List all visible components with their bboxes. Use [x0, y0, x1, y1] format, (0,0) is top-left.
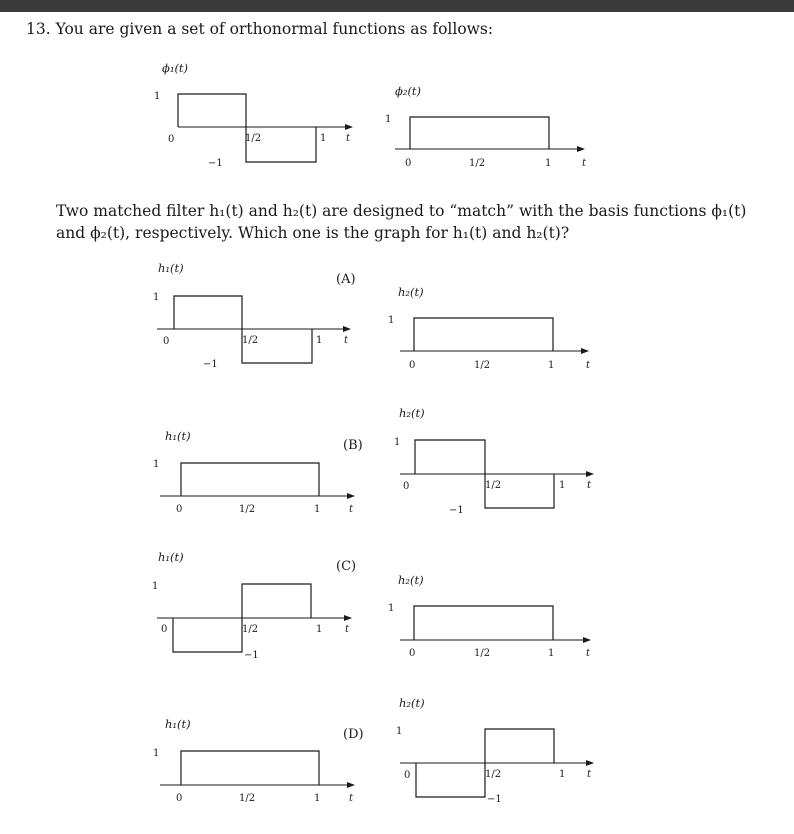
option-c-h1-one: 1 — [152, 581, 159, 592]
phi2-tick-one: 1 — [545, 158, 552, 169]
option-b-h1-zero: 0 — [176, 504, 183, 515]
option-b-h2-half: 1/2 — [485, 480, 502, 491]
option-d-h2-label: h₂(t) — [399, 696, 425, 710]
option-a-h2-one: 1 — [388, 315, 395, 326]
prompt-line-1: Two matched filter h₁(t) and h₂(t) are designed to “match” with the basis functions ϕ₁(t) — [56, 202, 747, 220]
option-b-h2-zero: 0 — [403, 481, 410, 492]
option-d-h2-one: 1 — [396, 726, 403, 737]
option-d-label: (D) — [343, 727, 364, 742]
option-d-h2-tick-one: 1 — [559, 769, 566, 780]
option-b-h1-t: t — [349, 504, 354, 515]
option-b-label: (B) — [343, 438, 363, 453]
phi1-graph — [154, 61, 352, 169]
option-b-h1-label: h₁(t) — [165, 429, 191, 443]
option-a-h2-label: h₂(t) — [398, 285, 424, 299]
option-a-h1-tick-one: 1 — [316, 335, 323, 346]
option-b-h1-tick-one: 1 — [314, 504, 321, 515]
phi2-zero: 0 — [405, 158, 412, 169]
option-c-h2-t: t — [586, 648, 591, 659]
phi2-t: t — [582, 158, 587, 169]
option-c-h2-zero: 0 — [409, 648, 416, 659]
option-a-h2-t: t — [586, 360, 591, 371]
option-d-h1-zero: 0 — [176, 793, 183, 804]
option-b-h2-neg-one: −1 — [449, 505, 464, 516]
option-b-h1-one: 1 — [153, 459, 160, 470]
option-d[interactable] — [153, 696, 593, 805]
phi2-waveform — [410, 117, 549, 149]
phi1-tick-one: 1 — [320, 133, 327, 144]
option-b-h2-t: t — [587, 480, 592, 491]
option-c-label: (C) — [336, 559, 357, 574]
question-number: 13. — [26, 20, 51, 38]
option-d-h2-neg-one: −1 — [487, 794, 502, 805]
option-c[interactable] — [152, 550, 591, 661]
option-a-h1-label: h₁(t) — [158, 261, 184, 275]
prompt-line-2: and ϕ₂(t), respectively. Which one is the graph for h₁(t) and h₂(t)? — [56, 224, 570, 242]
option-a-h2-tick-one: 1 — [548, 360, 555, 371]
option-c-h2-half: 1/2 — [474, 648, 491, 659]
option-c-h1-half: 1/2 — [242, 624, 259, 635]
option-a-h1-half: 1/2 — [242, 335, 259, 346]
option-c-h2-one: 1 — [388, 603, 395, 614]
option-b[interactable] — [153, 406, 593, 516]
phi2-label: ϕ₂(t) — [395, 84, 422, 98]
option-d-h1-label: h₁(t) — [165, 717, 191, 731]
option-a-h1-t: t — [344, 335, 349, 346]
option-c-h1-zero: 0 — [161, 624, 168, 635]
option-a-h1-one: 1 — [153, 292, 160, 303]
option-c-h2-tick-one: 1 — [548, 648, 555, 659]
option-d-h1-half: 1/2 — [239, 793, 256, 804]
phi1-label: ϕ₁(t) — [162, 61, 189, 75]
phi2-graph — [385, 84, 587, 169]
option-a-h1-zero: 0 — [163, 336, 170, 347]
option-a-h2-waveform — [414, 318, 553, 351]
option-d-h1-tick-one: 1 — [314, 793, 321, 804]
option-c-h1-tick-one: 1 — [316, 624, 323, 635]
phi1-waveform — [178, 94, 316, 162]
option-a-h2-zero: 0 — [409, 360, 416, 371]
option-d-h1-t: t — [349, 793, 354, 804]
option-a[interactable] — [153, 261, 591, 371]
phi2-one: 1 — [385, 114, 392, 125]
option-c-h1-label: h₁(t) — [158, 550, 184, 564]
option-d-h2-t: t — [587, 769, 592, 780]
option-b-h1-half: 1/2 — [239, 504, 256, 515]
option-c-h2-label: h₂(t) — [398, 573, 424, 587]
option-d-h1-waveform — [181, 751, 319, 785]
option-c-h2-waveform — [414, 606, 553, 640]
phi1-neg-one: −1 — [208, 158, 223, 169]
option-b-h2-tick-one: 1 — [559, 480, 566, 491]
phi1-zero: 0 — [168, 134, 175, 145]
option-c-h1-neg-one: −1 — [244, 650, 259, 661]
question-intro: You are given a set of orthonormal functions as follows: — [55, 20, 494, 38]
option-c-h1-t: t — [345, 624, 350, 635]
option-d-h1-one: 1 — [153, 748, 160, 759]
phi1-half: 1/2 — [245, 133, 262, 144]
option-a-h1-neg-one: −1 — [203, 359, 218, 370]
option-a-label: (A) — [336, 272, 356, 287]
phi1-one: 1 — [154, 91, 161, 102]
option-d-h2-zero: 0 — [404, 770, 411, 781]
option-a-h2-half: 1/2 — [474, 360, 491, 371]
option-b-h1-waveform — [181, 463, 319, 496]
option-b-h2-label: h₂(t) — [399, 406, 425, 420]
phi1-t: t — [346, 133, 351, 144]
option-d-h2-half: 1/2 — [485, 769, 502, 780]
option-b-h2-one: 1 — [394, 437, 401, 448]
phi2-half: 1/2 — [469, 158, 486, 169]
